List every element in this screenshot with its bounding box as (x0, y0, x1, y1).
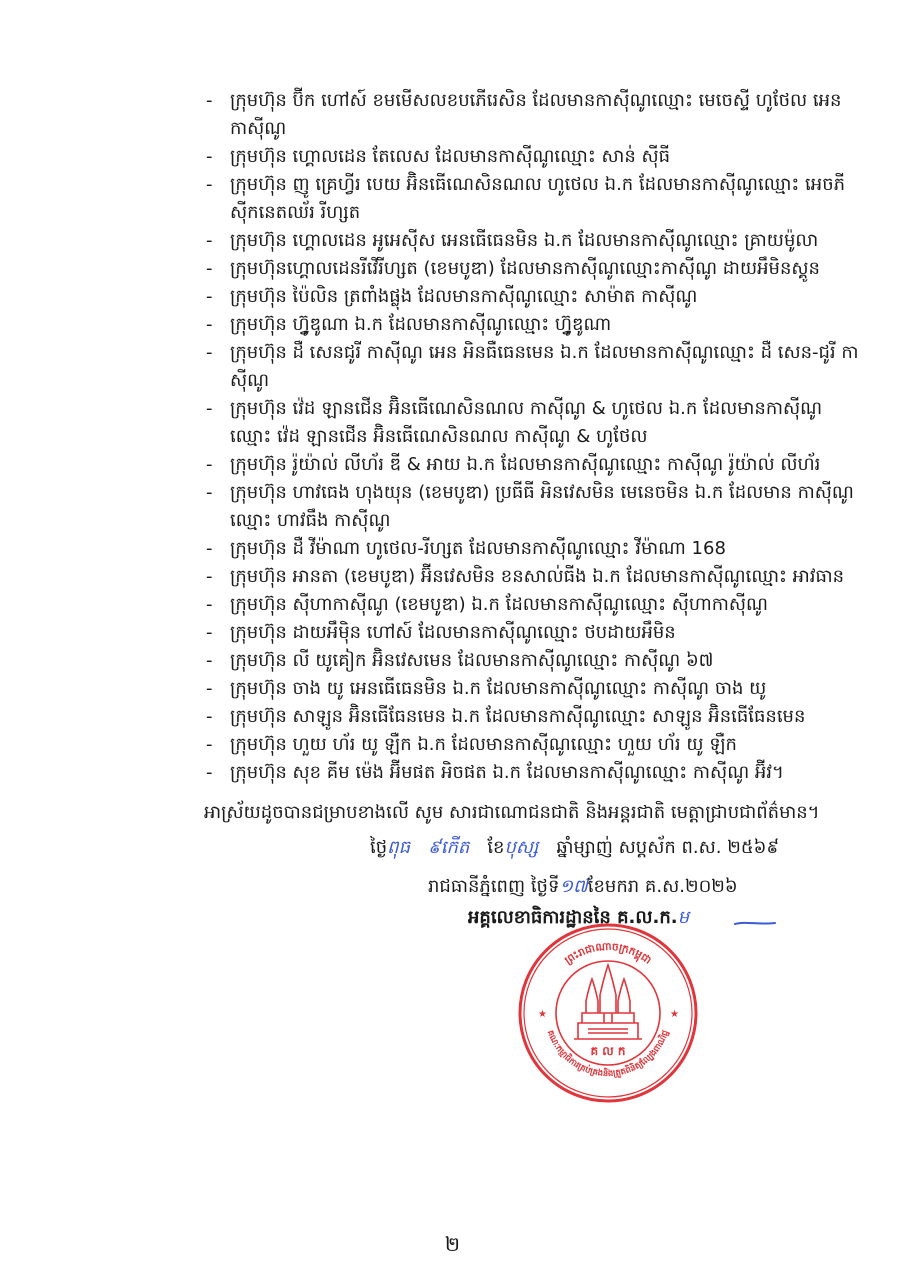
company-entry-text: ក្រុមហ៊ុន ប៉ៃលិន ត្រពាំងផ្លុង ដែលមានកាស៊ីណូឈ្មោះ សាម៉ាត កាស៊ីណូ (230, 286, 698, 307)
company-list-item (204, 311, 864, 339)
seal-bottom-arc-text: គណៈកម្មាធិការគ្រប់គ្រងនិងត្រួតពិនិត្យល្បែងពាណិជ្ជ (544, 1029, 672, 1080)
angkor-temple-icon (574, 965, 642, 1039)
company-list-item (204, 563, 864, 591)
bullet-dash: - (206, 286, 213, 307)
company-entry-text: ក្រុមហ៊ុន អានតា (ខេមបូឌា) អ៊ីនវេសមិន ខនសាល់ធីង ឯ.ក ដែលមានកាស៊ីណូឈ្មោះ អាវធាន (230, 566, 845, 587)
solar-date-prefix: រាជធានីភ្នំពេញ ថ្ងៃទី (428, 876, 560, 897)
bullet-dash: - (206, 314, 213, 335)
lunar-date-prefix: ថ្ងៃ (370, 837, 388, 858)
company-list-item (204, 339, 864, 395)
svg-text:★: ★ (538, 1009, 547, 1020)
bullet-dash: - (206, 734, 213, 755)
company-entry-text: ក្រុមហ៊ុន វ៉េដ ឡានជើន អ៊ិនធើណេសិនណល កាស៊ីណូ & ហូថេល ឯ.ក ដែលមានកាស៊ីណូ ឈ្មោះ វ៉េដ ឡានជើន អ៊ិនធើណេសិនណល កាស៊ីណូ & ហូថែល (230, 398, 823, 447)
bullet-dash: - (206, 566, 213, 587)
signatory-initial: ម (677, 907, 690, 928)
company-list-item (204, 535, 864, 563)
company-list-item (204, 675, 864, 703)
company-entry-text: ក្រុមហ៊ុន សុខ គីម ម៉េង អ៊ីមផត អិចផត ឯ.ក ដែលមានកាស៊ីណូឈ្មោះ កាស៊ីណូ អ៊ីវ។ (230, 762, 784, 783)
company-entry-text: ក្រុមហ៊ុន ញូ គ្រេហ្វីរ បេយ អ៊ិនធើណេសិនណល ហូថេល ឯ.ក ដែលមានកាស៊ីណូឈ្មោះ អេចភី ស៊ីកនេតឈ័រ រីហ្សត (230, 174, 846, 223)
bullet-dash: - (206, 538, 213, 559)
lunar-month-handwritten: បុស្ស (504, 837, 539, 858)
company-entry-text: ក្រុមហ៊ុន ហាវធេង ហុងយុន (ខេមបូឌា) ប្រធីធី អិនវេសមិន មេនេចមិន ឯ.ក ដែលមាន កាស៊ីណូឈ្មោះ ហាវធឹង កាស៊ីណូ (230, 482, 854, 531)
bullet-dash: - (206, 90, 213, 111)
bullet-dash: - (206, 650, 213, 671)
lunar-day-handwritten: ៩កើត (428, 837, 470, 858)
seal-top-arc-text: ព្រះរាជាណាចក្រកម្ពុជា (562, 940, 654, 967)
company-entry-text: ក្រុមហ៊ុន ស៊ីហាកាស៊ីណូ (ខេមបូឌា) ឯ.ក ដែលមានកាស៊ីណូឈ្មោះ ស៊ីហាកាស៊ីណូ (230, 594, 769, 615)
bullet-dash: - (206, 706, 213, 727)
bullet-dash: - (206, 678, 213, 699)
company-list (204, 87, 864, 787)
company-list-item (204, 87, 864, 143)
signatory-title: អគ្គលេខាធិការដ្ឋាននៃ គ.ល.ក. (468, 907, 678, 928)
company-list-item (204, 395, 864, 451)
seal-star-icons (538, 1009, 679, 1020)
signature-stroke-icon (733, 914, 777, 928)
company-list-item (204, 591, 864, 619)
company-entry-text: ក្រុមហ៊ុន ហ្វ៊ូឌូណា ឯ.ក ដែលមានកាស៊ីណូឈ្មោះ ហ្វ៊ូឌូណា (230, 314, 612, 335)
company-entry-text: ក្រុមហ៊ុន លី យូគៀក អ៊ិនវេសមេន ដែលមានកាស៊ីណូឈ្មោះ កាស៊ីណូ ៦៧ (230, 650, 714, 671)
company-entry-text: ក្រុមហ៊ុនហ្គោលដេនរីវើរីហ្សត (ខេមបូឌា) ដែលមានកាស៊ីណូឈ្មោះកាស៊ីណូ ដាយអឹមិនស្គូន (230, 258, 820, 279)
company-entry-text: ក្រុមហ៊ុន ប៊ីក ហៅស៍ ខមមើសលខបភើរេសិន ដែលមានកាស៊ីណូឈ្មោះ មេចេស្ទី ហូថែល អេន កាស៊ីណូ (230, 90, 842, 139)
company-entry-text: ក្រុមហ៊ុន ដឺ វីម៉ាណា ហូថេល-រីហ្សត ដែលមានកាស៊ីណូឈ្មោះ វីម៉ាណា 168 (230, 538, 726, 559)
company-list-item (204, 143, 864, 171)
bullet-dash: - (206, 230, 213, 251)
bullet-dash: - (206, 146, 213, 167)
company-list-item (204, 283, 864, 311)
company-entry-text: ក្រុមហ៊ុន ដឺ សេនជូរី កាស៊ីណូ អេន អិនធឺធេនមេន ឯ.ក ដែលមានកាស៊ីណូឈ្មោះ ដឺ សេន-ជូរី កាស៊ីណូ (230, 342, 859, 391)
company-list-item (204, 255, 864, 283)
closing-paragraph: អាស្រ័យដូចបានជម្រាបខាងលើ សូម សារជាណោជនជាតិ និងអន្តរជាតិ មេត្តាជ្រាបជាព័ត៌មាន។ (204, 802, 820, 823)
official-seal (516, 921, 700, 1105)
page-number: ២ (444, 1232, 461, 1256)
lunar-date-suffix: ឆ្នាំម្សាញ់ សប្តស័ក ព.ស. ២៥៦៩ (556, 837, 780, 858)
company-entry-text: ក្រុមហ៊ុន ដាយអឹម៉ិន ហៅស៍ ដែលមានកាស៊ីណូឈ្មោះ ថបដាយអឹមិន (230, 622, 676, 643)
company-list-item (204, 731, 864, 759)
company-entry-text: ក្រុមហ៊ុន ហួយ ហ័រ យូ ឡឺក ឯ.ក ដែលមានកាស៊ីណូឈ្មោះ ហួយ ហ័រ យូ ឡឺក (230, 734, 737, 755)
lunar-month-label: ខែ (487, 837, 505, 858)
bullet-dash: - (206, 454, 213, 475)
company-list-item (204, 703, 864, 731)
company-entry-text: ក្រុមហ៊ុន ចាង យូ អេនធើធេនមិន ឯ.ក ដែលមានកាស៊ីណូឈ្មោះ កាស៊ីណូ ចាង យូ (230, 678, 767, 699)
bullet-dash: - (206, 762, 213, 783)
bullet-dash: - (206, 398, 213, 419)
company-list-item (204, 479, 864, 535)
bullet-dash: - (206, 342, 213, 363)
solar-date-suffix: ខែមករា គ.ស.២០២៦ (587, 876, 738, 897)
company-entry-text: ក្រុមហ៊ុន ហ្គោលដេន អូអេស៊ីស អេនធើធេនមិន ឯ.ក ដែលមានកាស៊ីណូឈ្មោះ គ្រាយម៉ូលា (230, 230, 819, 251)
company-list-item (204, 451, 864, 479)
bullet-dash: - (206, 174, 213, 195)
company-entry-text: ក្រុមហ៊ុន រ៉ូយ៉ាល់ លីហ័រ ឌី & អាយ ឯ.ក ដែលមានកាស៊ីណូឈ្មោះ កាស៊ីណូ រ៉ូយ៉ាល់ លីហ័រ (230, 454, 821, 475)
company-list-item (204, 171, 864, 227)
company-list-item (204, 759, 864, 787)
bullet-dash: - (206, 258, 213, 279)
seal-center-text: គ ល ក (590, 1044, 626, 1058)
lunar-weekday-handwritten: ពុធ (387, 837, 410, 858)
bullet-dash: - (206, 622, 213, 643)
bullet-dash: - (206, 594, 213, 615)
company-list-item (204, 619, 864, 647)
bullet-dash: - (206, 482, 213, 503)
company-list-item (204, 647, 864, 675)
solar-day-handwritten: ១៧ (559, 876, 588, 897)
company-entry-text: ក្រុមហ៊ុន ហ្គោលដេន តែលេស ដែលមានកាស៊ីណូឈ្មោះ សាន់ ស៊ីធី (230, 146, 671, 167)
company-entry-text: ក្រុមហ៊ុន សាឡូន អ៊ិនធើធែនមេន ឯ.ក ដែលមានកាស៊ីណូឈ្មោះ សាឡូន អ៊ិនធើធែនមេន (230, 706, 806, 727)
svg-text:★: ★ (670, 1009, 679, 1020)
solar-date-line (428, 873, 738, 901)
lunar-date-line (370, 834, 779, 862)
company-list-item (204, 227, 864, 255)
